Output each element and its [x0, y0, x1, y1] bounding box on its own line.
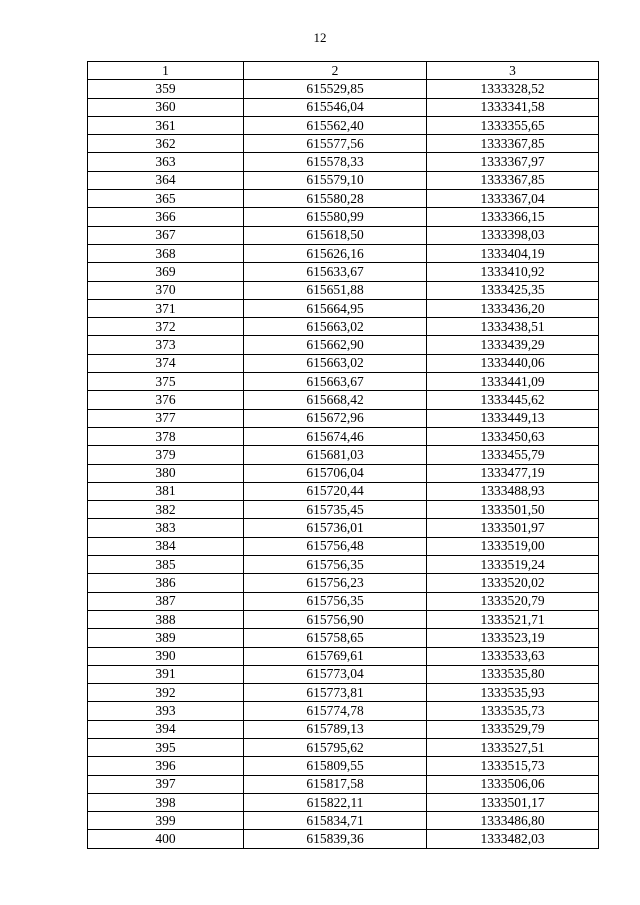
y-coordinate-cell: 1333449,13 — [427, 409, 599, 427]
point-number-cell: 362 — [88, 135, 244, 153]
table-row — [88, 684, 599, 702]
point-number-cell: 381 — [88, 482, 244, 500]
x-coordinate-cell: 615756,90 — [244, 610, 427, 628]
y-coordinate-cell: 1333367,85 — [427, 171, 599, 189]
x-coordinate-cell: 615664,95 — [244, 299, 427, 317]
table-row — [88, 80, 599, 98]
table-row — [88, 775, 599, 793]
x-coordinate-cell: 615758,65 — [244, 629, 427, 647]
x-coordinate-cell: 615651,88 — [244, 281, 427, 299]
x-coordinate-cell: 615756,48 — [244, 537, 427, 555]
table-row — [88, 190, 599, 208]
x-coordinate-cell: 615626,16 — [244, 244, 427, 262]
x-coordinate-cell: 615580,28 — [244, 190, 427, 208]
table-row — [88, 226, 599, 244]
x-coordinate-cell: 615662,90 — [244, 336, 427, 354]
table-header-row — [88, 62, 599, 80]
table-row — [88, 336, 599, 354]
table-row — [88, 592, 599, 610]
x-coordinate-cell: 615618,50 — [244, 226, 427, 244]
y-coordinate-cell: 1333535,73 — [427, 702, 599, 720]
table-row — [88, 373, 599, 391]
point-number-cell: 372 — [88, 318, 244, 336]
table-row — [88, 757, 599, 775]
table-row — [88, 519, 599, 537]
point-number-cell: 361 — [88, 116, 244, 134]
x-coordinate-cell: 615706,04 — [244, 464, 427, 482]
point-number-cell: 384 — [88, 537, 244, 555]
y-coordinate-cell: 1333535,80 — [427, 665, 599, 683]
point-number-cell: 366 — [88, 208, 244, 226]
point-number-cell: 370 — [88, 281, 244, 299]
table-row — [88, 391, 599, 409]
table-row — [88, 98, 599, 116]
table-row — [88, 116, 599, 134]
table-row — [88, 738, 599, 756]
point-number-cell: 396 — [88, 757, 244, 775]
point-number-cell: 368 — [88, 244, 244, 262]
table-row — [88, 665, 599, 683]
x-coordinate-cell: 615735,45 — [244, 501, 427, 519]
table-row — [88, 647, 599, 665]
y-coordinate-cell: 1333519,00 — [427, 537, 599, 555]
x-coordinate-cell: 615756,35 — [244, 592, 427, 610]
x-coordinate-cell: 615720,44 — [244, 482, 427, 500]
x-coordinate-cell: 615578,33 — [244, 153, 427, 171]
table-row — [88, 610, 599, 628]
point-number-cell: 391 — [88, 665, 244, 683]
y-coordinate-cell: 1333441,09 — [427, 373, 599, 391]
y-coordinate-cell: 1333506,06 — [427, 775, 599, 793]
point-number-cell: 388 — [88, 610, 244, 628]
x-coordinate-cell: 615822,11 — [244, 793, 427, 811]
point-number-cell: 379 — [88, 446, 244, 464]
x-coordinate-cell: 615674,46 — [244, 427, 427, 445]
y-coordinate-cell: 1333404,19 — [427, 244, 599, 262]
point-number-cell: 400 — [88, 830, 244, 848]
y-coordinate-cell: 1333398,03 — [427, 226, 599, 244]
table-body — [88, 80, 599, 848]
table-row — [88, 446, 599, 464]
table-row — [88, 171, 599, 189]
table-row — [88, 793, 599, 811]
table-row — [88, 409, 599, 427]
table-row — [88, 482, 599, 500]
y-coordinate-cell: 1333501,50 — [427, 501, 599, 519]
x-coordinate-cell: 615773,81 — [244, 684, 427, 702]
y-coordinate-cell: 1333527,51 — [427, 738, 599, 756]
page-number: 12 — [313, 30, 327, 45]
y-coordinate-cell: 1333488,93 — [427, 482, 599, 500]
y-coordinate-cell: 1333482,03 — [427, 830, 599, 848]
point-number-cell: 385 — [88, 556, 244, 574]
y-coordinate-cell: 1333520,79 — [427, 592, 599, 610]
x-coordinate-cell: 615672,96 — [244, 409, 427, 427]
point-number-cell: 398 — [88, 793, 244, 811]
y-coordinate-cell: 1333486,80 — [427, 812, 599, 830]
point-number-cell: 377 — [88, 409, 244, 427]
y-coordinate-cell: 1333440,06 — [427, 354, 599, 372]
table-row — [88, 830, 599, 848]
y-coordinate-cell: 1333533,63 — [427, 647, 599, 665]
y-coordinate-cell: 1333515,73 — [427, 757, 599, 775]
y-coordinate-cell: 1333520,02 — [427, 574, 599, 592]
x-coordinate-cell: 615839,36 — [244, 830, 427, 848]
x-coordinate-cell: 615789,13 — [244, 720, 427, 738]
x-coordinate-cell: 615546,04 — [244, 98, 427, 116]
point-number-cell: 383 — [88, 519, 244, 537]
point-number-cell: 386 — [88, 574, 244, 592]
table-row — [88, 299, 599, 317]
table-row — [88, 501, 599, 519]
x-coordinate-cell: 615663,02 — [244, 318, 427, 336]
point-number-cell: 376 — [88, 391, 244, 409]
point-number-cell: 373 — [88, 336, 244, 354]
table-row — [88, 135, 599, 153]
table-row — [88, 812, 599, 830]
y-coordinate-cell: 1333436,20 — [427, 299, 599, 317]
point-number-cell: 367 — [88, 226, 244, 244]
point-number-cell: 374 — [88, 354, 244, 372]
x-coordinate-cell: 615774,78 — [244, 702, 427, 720]
x-coordinate-cell: 615668,42 — [244, 391, 427, 409]
y-coordinate-cell: 1333523,19 — [427, 629, 599, 647]
y-coordinate-cell: 1333425,35 — [427, 281, 599, 299]
x-coordinate-cell: 615663,67 — [244, 373, 427, 391]
point-number-cell: 360 — [88, 98, 244, 116]
x-coordinate-cell: 615580,99 — [244, 208, 427, 226]
coordinates-table — [87, 61, 599, 849]
y-coordinate-cell: 1333367,04 — [427, 190, 599, 208]
table-row — [88, 153, 599, 171]
table-row — [88, 537, 599, 555]
y-coordinate-cell: 1333438,51 — [427, 318, 599, 336]
point-number-cell: 395 — [88, 738, 244, 756]
point-number-cell: 365 — [88, 190, 244, 208]
x-coordinate-cell: 615809,55 — [244, 757, 427, 775]
point-number-cell: 371 — [88, 299, 244, 317]
column-header-3: 3 — [427, 62, 599, 80]
y-coordinate-cell: 1333501,97 — [427, 519, 599, 537]
y-coordinate-cell: 1333355,65 — [427, 116, 599, 134]
table-row — [88, 720, 599, 738]
point-number-cell: 392 — [88, 684, 244, 702]
point-number-cell: 375 — [88, 373, 244, 391]
point-number-cell: 380 — [88, 464, 244, 482]
y-coordinate-cell: 1333529,79 — [427, 720, 599, 738]
point-number-cell: 389 — [88, 629, 244, 647]
point-number-cell: 397 — [88, 775, 244, 793]
table-row — [88, 244, 599, 262]
table-row — [88, 702, 599, 720]
y-coordinate-cell: 1333501,17 — [427, 793, 599, 811]
y-coordinate-cell: 1333450,63 — [427, 427, 599, 445]
y-coordinate-cell: 1333521,71 — [427, 610, 599, 628]
point-number-cell: 393 — [88, 702, 244, 720]
table-row — [88, 281, 599, 299]
x-coordinate-cell: 615529,85 — [244, 80, 427, 98]
x-coordinate-cell: 615773,04 — [244, 665, 427, 683]
x-coordinate-cell: 615633,67 — [244, 263, 427, 281]
point-number-cell: 399 — [88, 812, 244, 830]
x-coordinate-cell: 615579,10 — [244, 171, 427, 189]
point-number-cell: 382 — [88, 501, 244, 519]
y-coordinate-cell: 1333328,52 — [427, 80, 599, 98]
y-coordinate-cell: 1333410,92 — [427, 263, 599, 281]
point-number-cell: 378 — [88, 427, 244, 445]
y-coordinate-cell: 1333366,15 — [427, 208, 599, 226]
y-coordinate-cell: 1333519,24 — [427, 556, 599, 574]
x-coordinate-cell: 615795,62 — [244, 738, 427, 756]
point-number-cell: 390 — [88, 647, 244, 665]
y-coordinate-cell: 1333367,97 — [427, 153, 599, 171]
x-coordinate-cell: 615736,01 — [244, 519, 427, 537]
x-coordinate-cell: 615562,40 — [244, 116, 427, 134]
table-row — [88, 208, 599, 226]
y-coordinate-cell: 1333477,19 — [427, 464, 599, 482]
y-coordinate-cell: 1333367,85 — [427, 135, 599, 153]
point-number-cell: 369 — [88, 263, 244, 281]
point-number-cell: 387 — [88, 592, 244, 610]
table-row — [88, 354, 599, 372]
x-coordinate-cell: 615769,61 — [244, 647, 427, 665]
y-coordinate-cell: 1333445,62 — [427, 391, 599, 409]
point-number-cell: 359 — [88, 80, 244, 98]
x-coordinate-cell: 615577,56 — [244, 135, 427, 153]
y-coordinate-cell: 1333455,79 — [427, 446, 599, 464]
point-number-cell: 394 — [88, 720, 244, 738]
table-row — [88, 427, 599, 445]
table-row — [88, 574, 599, 592]
column-header-1: 1 — [88, 62, 244, 80]
table-row — [88, 629, 599, 647]
column-header-2: 2 — [244, 62, 427, 80]
y-coordinate-cell: 1333535,93 — [427, 684, 599, 702]
x-coordinate-cell: 615817,58 — [244, 775, 427, 793]
x-coordinate-cell: 615834,71 — [244, 812, 427, 830]
table-row — [88, 556, 599, 574]
point-number-cell: 364 — [88, 171, 244, 189]
point-number-cell: 363 — [88, 153, 244, 171]
y-coordinate-cell: 1333439,29 — [427, 336, 599, 354]
y-coordinate-cell: 1333341,58 — [427, 98, 599, 116]
x-coordinate-cell: 615756,23 — [244, 574, 427, 592]
x-coordinate-cell: 615681,03 — [244, 446, 427, 464]
table-row — [88, 464, 599, 482]
table-row — [88, 263, 599, 281]
x-coordinate-cell: 615756,35 — [244, 556, 427, 574]
table-row — [88, 318, 599, 336]
x-coordinate-cell: 615663,02 — [244, 354, 427, 372]
